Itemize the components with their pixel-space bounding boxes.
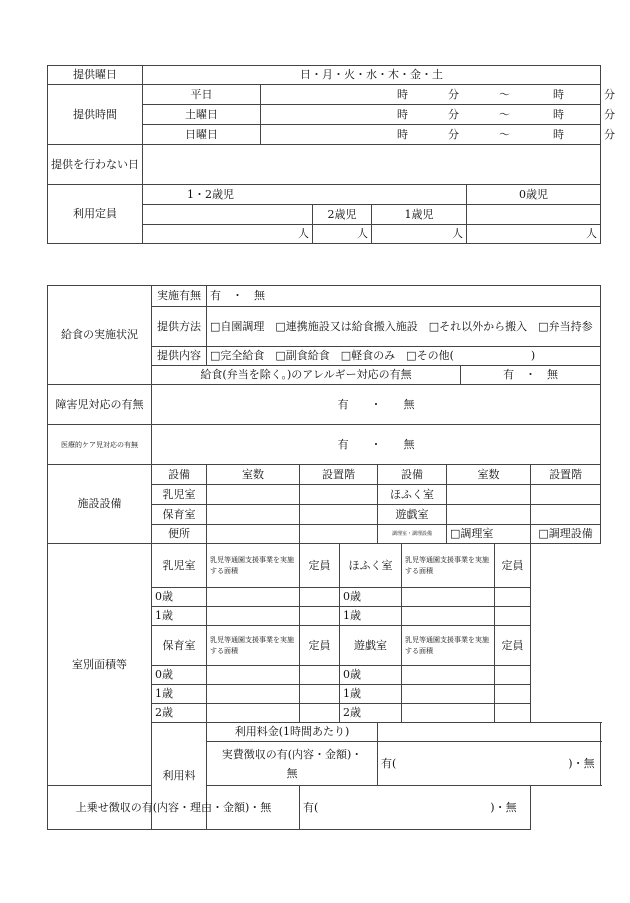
area-nursery-1: 1歳 xyxy=(152,685,207,704)
area-nursery-2-cap[interactable] xyxy=(300,704,340,723)
cook-equip-checkbox[interactable]: □調理設備 xyxy=(531,525,601,544)
fac-header-floor: 設置階 xyxy=(300,465,378,485)
area-label: 室別面積等 xyxy=(48,544,152,786)
area-crawl-0-cap[interactable] xyxy=(495,588,531,607)
capacity-1-field[interactable]: 人 xyxy=(372,225,467,244)
time-day-sunday: 日曜日 xyxy=(143,125,261,145)
time-label: 提供時間 xyxy=(48,85,143,145)
area-nursery-0-cap[interactable] xyxy=(300,666,340,685)
fac-nursery-count[interactable] xyxy=(207,505,300,525)
fac-play-count[interactable] xyxy=(447,505,531,525)
time-sunday-field[interactable]: 時 分 ～ 時 分 xyxy=(261,125,601,145)
fac-toilet-count[interactable] xyxy=(207,525,300,544)
actual-cost-label: 実費徴収の有(内容・金額)・無 xyxy=(207,742,378,786)
fac-toilet: 便所 xyxy=(152,525,207,544)
area-nursery-support: 乳児等通園支援事業を実施する面積 xyxy=(207,626,300,666)
area-crawl-1: 1歳 xyxy=(340,607,402,626)
area-nursery-1-cap[interactable] xyxy=(300,685,340,704)
area-nursery-room: 保育室 xyxy=(152,626,207,666)
area-play-1-cap[interactable] xyxy=(495,685,531,704)
fee-hourly-label: 利用料金(1時間あたり) xyxy=(207,723,378,742)
time-day-saturday: 土曜日 xyxy=(143,105,261,125)
time-weekday-field[interactable]: 時 分 ～ 時 分 xyxy=(261,85,601,105)
method-label: 提供方法 xyxy=(152,307,207,347)
fac-infant-room: 乳児室 xyxy=(152,485,207,505)
area-nursery-0: 0歳 xyxy=(152,666,207,685)
area-crawl-room: ほふく室 xyxy=(340,544,402,588)
area-infant-room: 乳児室 xyxy=(152,544,207,588)
area-play-capacity: 定員 xyxy=(495,626,531,666)
area-crawl-support: 乳児等通園支援事業を実施する面積 xyxy=(402,544,495,588)
fac-cook-label: 調理室・調理設備 xyxy=(378,525,447,544)
area-play-0: 0歳 xyxy=(340,666,402,685)
area-play-support: 乳児等通園支援事業を実施する面積 xyxy=(402,626,495,666)
capacity-label: 利用定員 xyxy=(48,185,143,244)
medical-value[interactable]: 有 ・ 無 xyxy=(152,425,601,465)
area-infant-0-area[interactable] xyxy=(207,588,300,607)
fac-header-count: 室数 xyxy=(207,465,300,485)
extra-charge-label: 上乗せ徴収の有(内容・理由・金額)・無 xyxy=(48,786,300,830)
area-infant-capacity: 定員 xyxy=(300,544,340,588)
time-saturday-field[interactable]: 時 分 ～ 時 分 xyxy=(261,105,601,125)
capacity-12-field[interactable]: 人 xyxy=(143,225,313,244)
fac-header-floor-2: 設置階 xyxy=(531,465,601,485)
impl-value[interactable]: 有 ・ 無 xyxy=(207,286,601,307)
age-2-header: 2歳児 xyxy=(313,205,372,225)
fac-infant-floor[interactable] xyxy=(300,485,378,505)
area-nursery-2: 2歳 xyxy=(152,704,207,723)
content-options[interactable]: □完全給食 □副食給食 □軽食のみ □その他( ) xyxy=(207,347,601,366)
disabled-value[interactable]: 有 ・ 無 xyxy=(152,385,601,425)
area-infant-1: 1歳 xyxy=(152,607,207,626)
age-0-blank xyxy=(467,205,601,225)
area-play-room: 遊戯室 xyxy=(340,626,402,666)
area-nursery-capacity: 定員 xyxy=(300,626,340,666)
area-infant-support: 乳児等通園支援事業を実施する面積 xyxy=(207,544,300,588)
cook-room-checkbox[interactable]: □調理室 xyxy=(447,525,531,544)
area-infant-0: 0歳 xyxy=(152,588,207,607)
area-play-0-cap[interactable] xyxy=(495,666,531,685)
fac-play-floor[interactable] xyxy=(531,505,601,525)
age-0-header: 0歳児 xyxy=(467,185,601,205)
fac-crawl-room: ほふく室 xyxy=(378,485,447,505)
fac-toilet-floor[interactable] xyxy=(300,525,378,544)
extra-charge-field[interactable]: 有( )・無 xyxy=(300,786,531,830)
fac-crawl-count[interactable] xyxy=(447,485,531,505)
area-play-1-area[interactable] xyxy=(402,685,495,704)
fee-label: 利用料 xyxy=(152,723,207,830)
age-12-header: 1・2歳児 xyxy=(143,185,467,205)
area-infant-0-cap[interactable] xyxy=(300,588,340,607)
capacity-blank xyxy=(143,205,313,225)
content-label: 提供内容 xyxy=(152,347,207,366)
allergy-label: 給食(弁当を除く。)のアレルギー対応の有無 xyxy=(152,366,461,385)
area-play-0-area[interactable] xyxy=(402,666,495,685)
fac-header-equip-2: 設備 xyxy=(378,465,447,485)
fac-header-equip: 設備 xyxy=(152,465,207,485)
fac-nursery-floor[interactable] xyxy=(300,505,378,525)
area-nursery-0-area[interactable] xyxy=(207,666,300,685)
area-infant-1-area[interactable] xyxy=(207,607,300,626)
area-crawl-1-cap[interactable] xyxy=(495,607,531,626)
area-play-2: 2歳 xyxy=(340,704,402,723)
facility-table xyxy=(47,285,601,830)
capacity-2-field[interactable]: 人 xyxy=(313,225,372,244)
area-nursery-2-area[interactable] xyxy=(207,704,300,723)
service-table xyxy=(47,65,615,244)
fac-nursery-room: 保育室 xyxy=(152,505,207,525)
method-options[interactable]: □自園調理 □連携施設又は給食搬入施設 □それ以外から搬入 □弁当持参 xyxy=(207,307,601,347)
area-play-2-cap[interactable] xyxy=(495,704,531,723)
fac-infant-count[interactable] xyxy=(207,485,300,505)
fac-play-room: 遊戯室 xyxy=(378,505,447,525)
area-nursery-1-area[interactable] xyxy=(207,685,300,704)
fac-crawl-floor[interactable] xyxy=(531,485,601,505)
area-crawl-capacity: 定員 xyxy=(495,544,531,588)
actual-cost-field[interactable]: 有( )・無 xyxy=(378,742,601,786)
allergy-value[interactable]: 有 ・ 無 xyxy=(461,366,601,385)
fee-hourly-field[interactable] xyxy=(378,723,601,742)
area-play-1: 1歳 xyxy=(340,685,402,704)
area-crawl-1-area[interactable] xyxy=(402,607,495,626)
medical-label: 医療的ケア児対応の有無 xyxy=(48,425,152,465)
age-1-header: 1歳児 xyxy=(372,205,467,225)
capacity-0-field[interactable]: 人 xyxy=(467,225,601,244)
days-value[interactable]: 日・月・火・水・木・金・土 xyxy=(143,66,601,85)
time-day-weekday: 平日 xyxy=(143,85,261,105)
days-label: 提供曜日 xyxy=(48,66,143,85)
area-crawl-0-area[interactable] xyxy=(402,588,495,607)
area-play-2-area[interactable] xyxy=(402,704,495,723)
impl-label: 実施有無 xyxy=(152,286,207,307)
area-crawl-0: 0歳 xyxy=(340,588,402,607)
area-infant-1-cap[interactable] xyxy=(300,607,340,626)
no-service-label: 提供を行わない日 xyxy=(48,145,143,185)
disabled-label: 障害児対応の有無 xyxy=(48,385,152,425)
facility-label: 施設設備 xyxy=(48,465,152,544)
no-service-field[interactable] xyxy=(143,145,601,185)
meal-label: 給食の実施状況 xyxy=(48,286,152,385)
fac-header-count-2: 室数 xyxy=(447,465,531,485)
